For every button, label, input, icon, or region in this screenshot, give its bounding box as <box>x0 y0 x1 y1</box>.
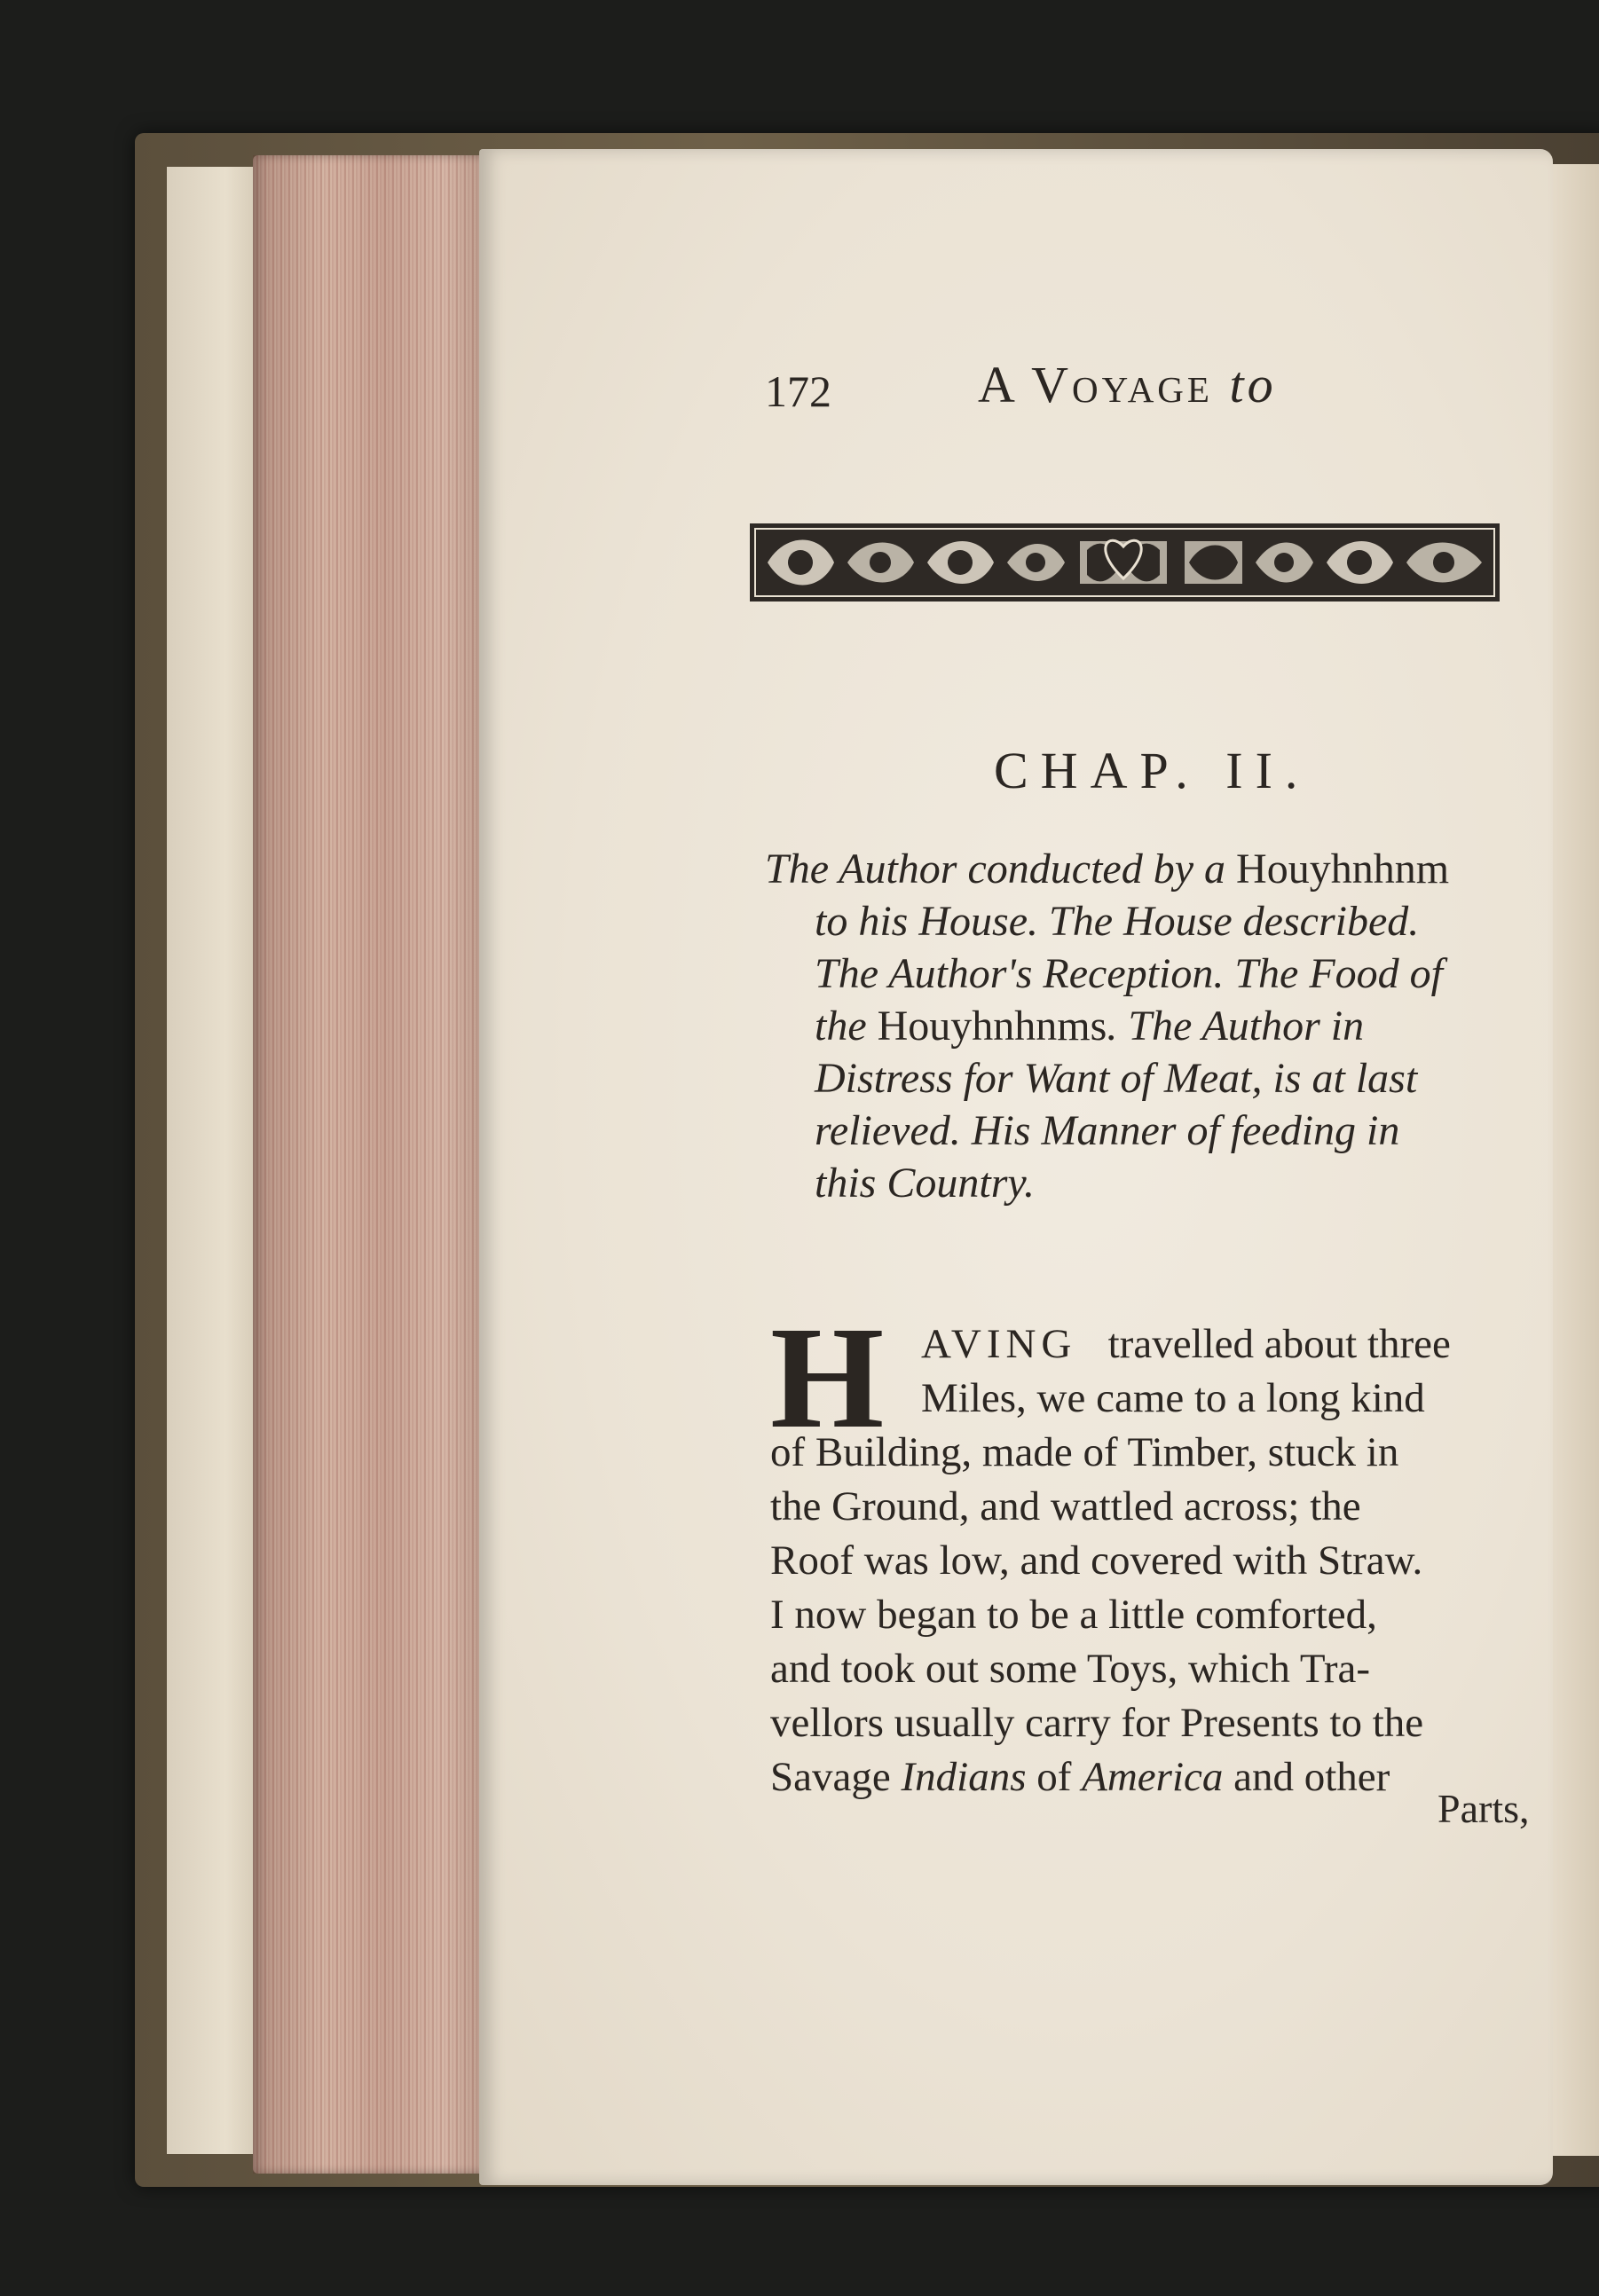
body-line: Miles, we came to a long kind <box>921 1375 1425 1421</box>
page-edges <box>253 155 492 2174</box>
running-head-main: A Voyage <box>978 356 1213 413</box>
body-line <box>770 1317 1516 1372</box>
summary-text: relieved. His Manner of feeding in <box>815 1107 1400 1154</box>
body-text <box>770 1317 1516 1805</box>
chapter-summary <box>765 843 1510 1209</box>
body-line <box>770 1750 1516 1805</box>
italic-word: Indians <box>901 1754 1027 1800</box>
summary-line <box>765 843 1510 895</box>
summary-roman-word: Houyhnhnms <box>877 1003 1107 1050</box>
body-line-text: of <box>1026 1754 1083 1800</box>
summary-text: this Country. <box>815 1160 1036 1207</box>
page-header <box>765 355 1404 426</box>
summary-text: to his House. The House described. <box>815 898 1420 945</box>
summary-text: the <box>815 1003 878 1050</box>
facing-page-edge <box>1548 164 1599 2156</box>
italic-word: America <box>1082 1754 1224 1800</box>
running-head <box>978 355 1277 414</box>
body-line-text: and other <box>1223 1754 1390 1800</box>
body-line: of Building, made of Timber, stuck in <box>770 1429 1399 1475</box>
summary-line <box>765 947 1510 1000</box>
catchword-text: Parts, <box>1438 1786 1530 1831</box>
chapter-title: CHAP. II. <box>994 742 1311 799</box>
catchword <box>1438 1785 1530 1832</box>
summary-text: Distress for Want of Meat, is at last <box>815 1055 1418 1102</box>
summary-text: . The Author in <box>1107 1003 1365 1050</box>
first-word: AVING <box>921 1321 1077 1367</box>
summary-line <box>765 1157 1510 1209</box>
ornament-headpiece <box>750 523 1500 602</box>
summary-line <box>765 1052 1510 1105</box>
body-line-text: Savage <box>770 1754 902 1800</box>
summary-text: The Author conducted by a <box>765 845 1237 892</box>
drop-capital: H <box>770 1296 885 1459</box>
summary-roman-word: Houyhnhnm <box>1236 845 1450 892</box>
page-number: 172 <box>765 366 831 416</box>
summary-line <box>765 1105 1510 1157</box>
body-line-text: travelled about three <box>1107 1321 1451 1367</box>
body-line: I now began to be a little comforted, <box>770 1592 1377 1638</box>
body-line: vellors usually carry for Presents to the <box>770 1700 1424 1746</box>
inside-cover-paper <box>167 167 264 2154</box>
body-line: the Ground, and wattled across; the <box>770 1483 1361 1529</box>
running-head-suffix: to <box>1229 356 1277 413</box>
body-line: and took out some Toys, which Tra- <box>770 1646 1371 1692</box>
summary-line <box>765 895 1510 947</box>
summary-line <box>765 1000 1510 1052</box>
summary-text: The Author's Reception. The Food of <box>815 950 1443 997</box>
body-line: Roof was low, and covered with Straw. <box>770 1537 1423 1584</box>
